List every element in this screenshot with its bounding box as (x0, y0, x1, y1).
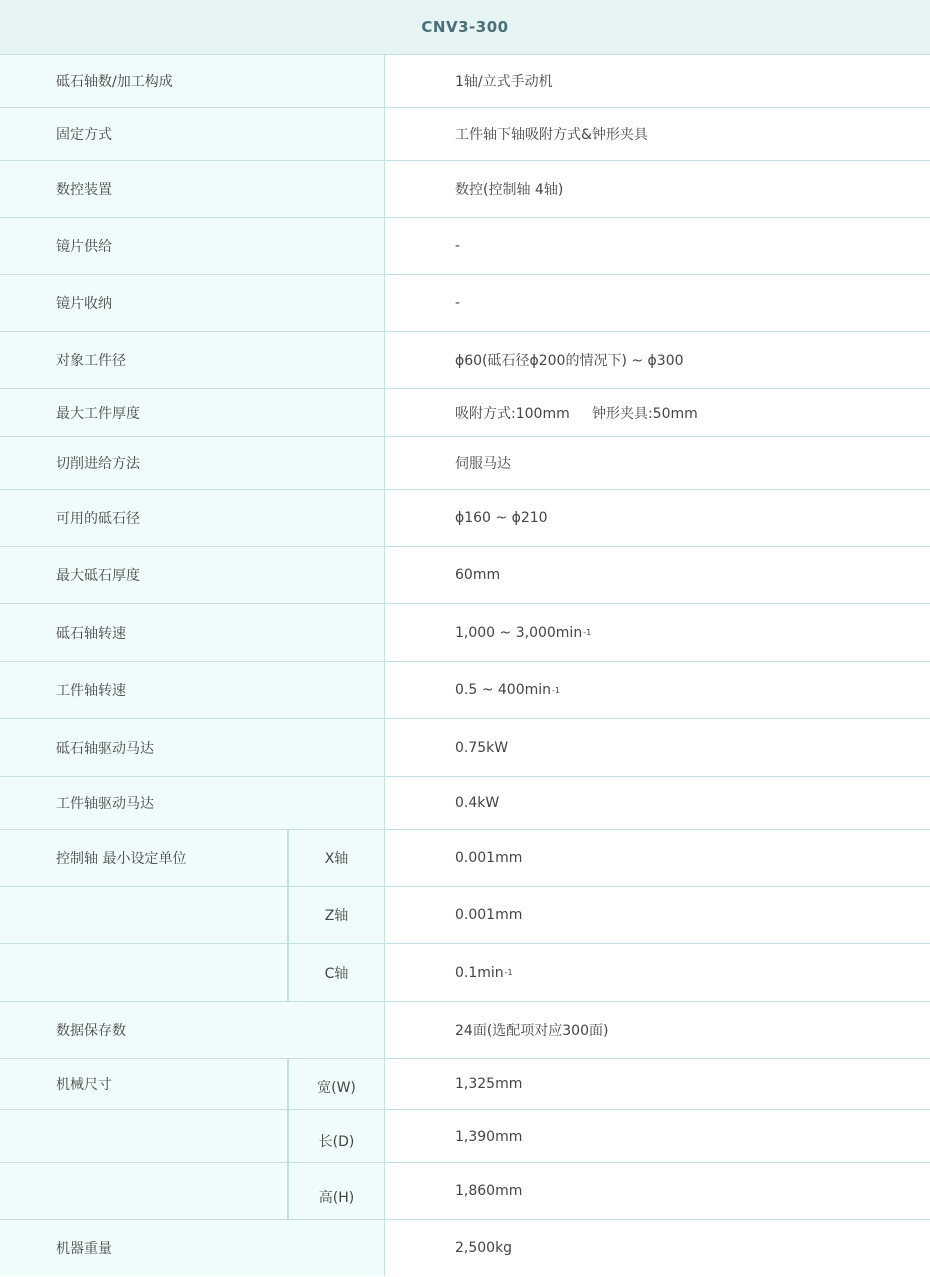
row-value: 1轴/立式手动机 (385, 55, 930, 107)
value-text: 1,000 ~ 3,000min (455, 624, 583, 641)
row-label: 最大砥石厚度 (0, 547, 385, 603)
row-value: 工件轴下轴吸附方式&钟形夹具 (385, 108, 930, 160)
table-row (0, 1110, 930, 1163)
table-row (0, 437, 930, 490)
row-value: 数控(控制轴 4轴) (385, 161, 930, 217)
table-row (0, 490, 930, 547)
row-label: 可用的砥石径 (0, 490, 385, 546)
row-value: 伺服马达 (385, 437, 930, 489)
row-label: 固定方式 (0, 108, 385, 160)
row-value (385, 662, 930, 718)
row-label: 最大工件厚度 (0, 389, 385, 436)
row-label: 数据保存数 (0, 1002, 385, 1058)
row-label: 砥石轴驱动马达 (0, 719, 385, 776)
row-value: 60mm (385, 547, 930, 603)
row-label: 机械尺寸 (0, 1059, 288, 1109)
row-sublabel: C轴 (288, 944, 385, 1001)
table-row (0, 887, 930, 944)
table-row (0, 332, 930, 389)
row-sublabel: 高(H) (288, 1163, 385, 1219)
row-sublabel: 宽(W) (288, 1059, 385, 1109)
row-label: 镜片收纳 (0, 275, 385, 331)
table-row (0, 662, 930, 719)
row-label: 对象工件径 (0, 332, 385, 388)
row-value: 0.001mm (385, 887, 930, 943)
row-label: 数控装置 (0, 161, 385, 217)
row-value: 吸附方式:100mm 钟形夹具:50mm (385, 389, 930, 436)
row-label: 镜片供给 (0, 218, 385, 274)
row-value: - (385, 275, 930, 331)
row-value: 0.75kW (385, 719, 930, 776)
row-value: ϕ60(砥石径ϕ200的情况下) ~ ϕ300 (385, 332, 930, 388)
row-value (385, 944, 930, 1001)
table-row (0, 275, 930, 332)
unit-exponent: -1 (552, 685, 561, 695)
table-row (0, 1002, 930, 1059)
row-label: 机器重量 (0, 1220, 385, 1276)
row-sublabel: Z轴 (288, 887, 385, 943)
table-row (0, 1163, 930, 1220)
row-label-empty (0, 887, 288, 943)
table-row (0, 55, 930, 108)
table-row (0, 108, 930, 161)
row-value: 1,860mm (385, 1163, 930, 1219)
unit-exponent: -1 (583, 628, 592, 637)
row-label: 砥石轴转速 (0, 604, 385, 661)
row-value: 24面(选配项对应300面) (385, 1002, 930, 1058)
table-row (0, 777, 930, 830)
row-label: 工件轴驱动马达 (0, 777, 385, 829)
row-sublabel: X轴 (288, 830, 385, 886)
table-header (0, 0, 930, 55)
value-text: 0.1min (455, 964, 504, 981)
unit-exponent: -1 (504, 968, 513, 977)
row-label: 控制轴 最小设定单位 (0, 830, 288, 886)
table-row (0, 547, 930, 604)
table-row (0, 161, 930, 218)
table-row (0, 830, 930, 887)
table-row (0, 1059, 930, 1110)
row-value: 0.4kW (385, 777, 930, 829)
row-value (385, 604, 930, 661)
row-value: 1,325mm (385, 1059, 930, 1109)
row-label-empty (0, 1110, 288, 1162)
table-row (0, 218, 930, 275)
row-label: 工件轴转速 (0, 662, 385, 718)
row-label: 切削进给方法 (0, 437, 385, 489)
value-text: 0.5 ~ 400min (455, 682, 552, 698)
table-row (0, 719, 930, 777)
row-value: 1,390mm (385, 1110, 930, 1162)
row-label-empty (0, 1163, 288, 1219)
row-value: 2,500kg (385, 1220, 930, 1276)
table-row (0, 389, 930, 437)
table-row (0, 944, 930, 1002)
table-row (0, 1220, 930, 1276)
table-row (0, 604, 930, 662)
row-label: 砥石轴数/加工构成 (0, 55, 385, 107)
row-label-empty (0, 944, 288, 1001)
row-value: ϕ160 ~ ϕ210 (385, 490, 930, 546)
row-value: 0.001mm (385, 830, 930, 886)
row-sublabel: 长(D) (288, 1110, 385, 1162)
row-value: - (385, 218, 930, 274)
model-title: CNV3-300 (421, 18, 509, 36)
